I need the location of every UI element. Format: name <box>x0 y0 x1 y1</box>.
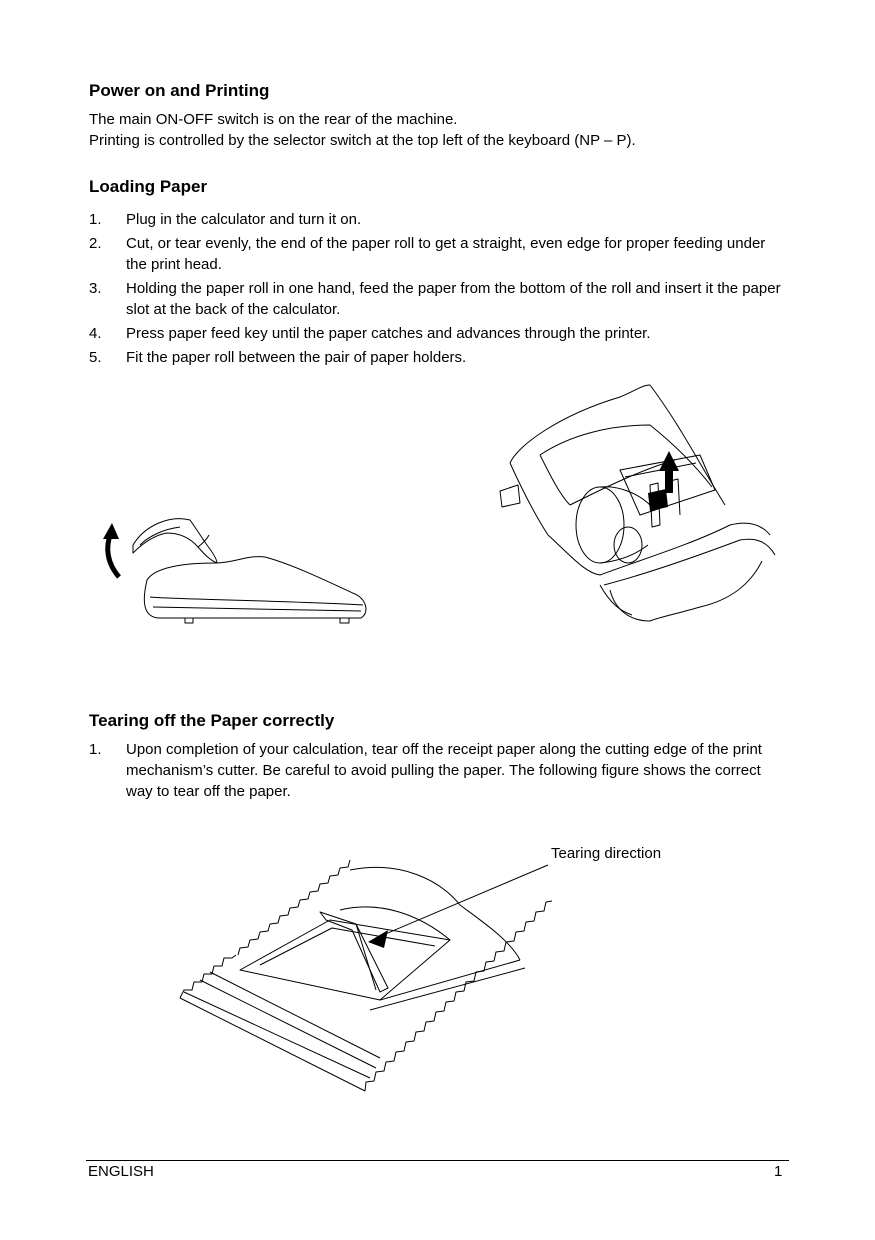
list-item <box>89 233 789 275</box>
step-text: Upon completion of your calculation, tear off the receipt paper along the cutting edge of the print mechanism’s cutter. Be careful to avoid pulling the paper. The following figure shows the correct way to tear off the paper. <box>126 741 762 800</box>
step-text: Cut, or tear evenly, the end of the paper roll to get a straight, even edge for proper feeding under the print head. <box>126 235 766 273</box>
step-text: Press paper feed key until the paper catches and advances through the printer. <box>126 325 651 342</box>
tearing-paper-illustration <box>180 860 560 1095</box>
list-item <box>89 347 789 368</box>
tearing-direction-label: Tearing direction <box>551 845 662 862</box>
step-text: Fit the paper roll between the pair of paper holders. <box>126 349 467 366</box>
step-text: Holding the paper roll in one hand, feed the paper from the bottom of the roll and insert it the paper slot at the back of the calculator. <box>126 280 781 318</box>
tearing-steps <box>89 739 789 805</box>
step-text: Plug in the calculator and turn it on. <box>126 211 362 228</box>
step-number: 5. <box>89 349 102 366</box>
page-number: 1 <box>774 1163 783 1180</box>
loading-paper-steps <box>89 209 789 371</box>
step-number: 1. <box>89 211 102 228</box>
list-item <box>89 278 789 320</box>
calculator-side-illustration <box>95 505 385 635</box>
step-number: 2. <box>89 235 102 252</box>
list-item <box>89 323 789 344</box>
heading-tearing-off-paper: Tearing off the Paper correctly <box>89 711 335 730</box>
step-number: 3. <box>89 280 102 297</box>
footer-language: ENGLISH <box>88 1163 154 1180</box>
step-number: 1. <box>89 741 102 758</box>
paper-roll-illustration <box>500 385 780 625</box>
heading-loading-paper: Loading Paper <box>89 177 208 196</box>
list-item <box>89 739 789 802</box>
step-number: 4. <box>89 325 102 342</box>
printing-selector-text: Printing is controlled by the selector switch at the top left of the keyboard (NP – P). <box>89 132 636 149</box>
footer-divider <box>86 1160 789 1161</box>
heading-power-on-printing: Power on and Printing <box>89 81 270 100</box>
list-item <box>89 209 789 230</box>
power-switch-text: The main ON-OFF switch is on the rear of the machine. <box>89 111 458 128</box>
